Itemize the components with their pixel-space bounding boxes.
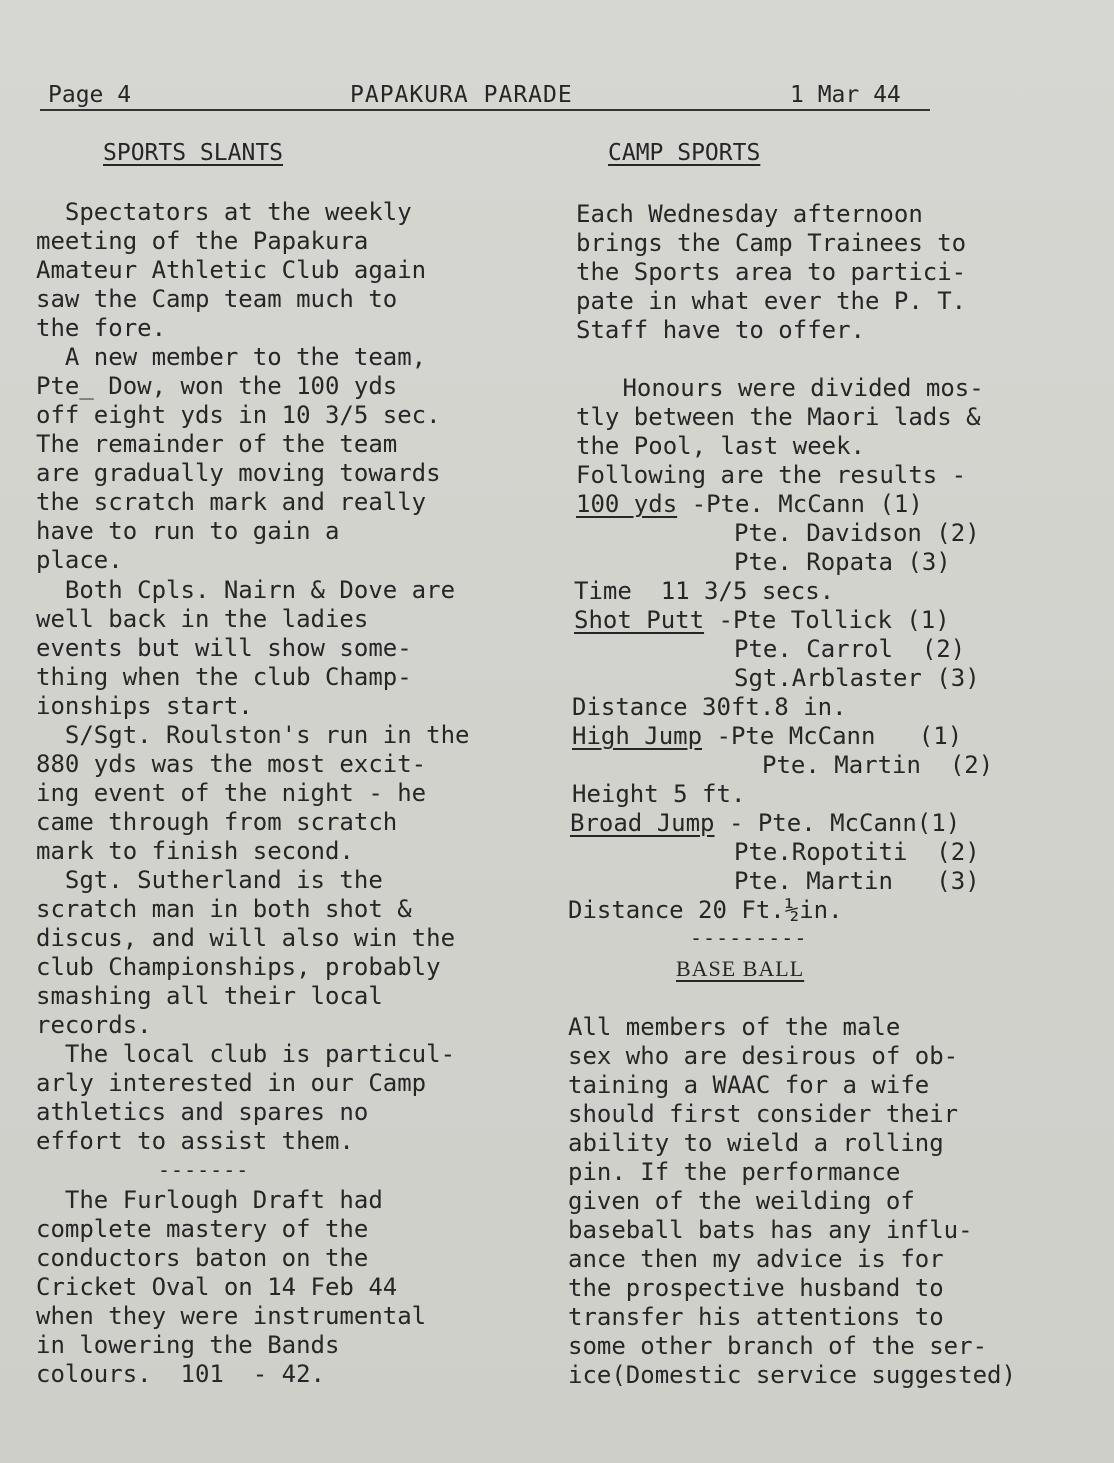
article-line: the Pool, last week.: [576, 432, 865, 460]
article-line: when they were instrumental: [36, 1302, 427, 1330]
article-line: baseball bats has any influ-: [568, 1216, 973, 1244]
event-result-row: Pte. Ropata (3): [734, 548, 951, 576]
article-line: ance then my advice is for: [568, 1245, 944, 1273]
article-line: Each Wednesday afternoon: [576, 200, 923, 228]
article-line: ionships start.: [36, 692, 253, 720]
article-line: Spectators at the weekly: [36, 198, 412, 226]
event-result-row: Pte. Martin (3): [734, 867, 980, 895]
section-separator: ---------: [690, 926, 808, 950]
section-separator: -------: [158, 1158, 250, 1182]
article-line: athletics and spares no: [36, 1098, 369, 1126]
article-line: sex who are desirous of ob-: [568, 1042, 959, 1070]
article-line: effort to assist them.: [36, 1127, 354, 1155]
article-line: conductors baton on the: [36, 1244, 369, 1272]
event-result-row: Pte. Carrol (2): [734, 635, 966, 663]
article-line: scratch man in both shot &: [36, 895, 412, 923]
camp-sports-heading: CAMP SPORTS: [608, 140, 761, 166]
article-line: Pte_ Dow, won the 100 yds: [36, 372, 398, 400]
article-line: club Championships, probably: [36, 953, 441, 981]
event-result-row: Pte. Martin (2): [762, 751, 994, 779]
header-rule: [40, 109, 930, 111]
event-result-row: Pte. Davidson (2): [734, 519, 980, 547]
article-line: discus, and will also win the: [36, 924, 456, 952]
article-line: 880 yds was the most excit-: [36, 750, 427, 778]
article-line: S/Sgt. Roulston's run in the: [36, 721, 470, 749]
newsletter-title: PAPAKURA PARADE: [350, 82, 573, 108]
article-line: are gradually moving towards: [36, 459, 441, 487]
article-line: colours. 101 - 42.: [36, 1360, 325, 1388]
article-line: off eight yds in 10 3/5 sec.: [36, 401, 441, 429]
event-result-row: Pte. McCann (1): [706, 490, 923, 518]
event-result-row: Sgt.Arblaster (3): [734, 664, 980, 692]
article-line: brings the Camp Trainees to: [576, 229, 967, 257]
article-line: the Sports area to partici-: [576, 258, 967, 286]
article-line: pate in what ever the P. T.: [576, 287, 967, 315]
article-line: saw the Camp team much to: [36, 285, 398, 313]
article-line: ice(Domestic service suggested): [568, 1361, 1016, 1389]
event-result-row: Pte Tollick (1): [732, 606, 950, 634]
article-line: came through from scratch: [36, 808, 398, 836]
article-line: place.: [36, 546, 123, 574]
event-result-row: Pte. McCann(1): [757, 809, 961, 837]
article-line: transfer his attentions to: [568, 1303, 944, 1331]
article-line: The local club is particul-: [36, 1040, 456, 1068]
article-line: pin. If the performance: [568, 1158, 901, 1186]
article-line: Following are the results -: [576, 461, 967, 489]
article-line: in lowering the Bands: [36, 1331, 340, 1359]
article-line: A new member to the team,: [36, 343, 427, 371]
article-line: the scratch mark and really: [36, 488, 427, 516]
article-line: the prospective husband to: [568, 1274, 944, 1302]
article-line: smashing all their local: [36, 982, 383, 1010]
article-line: Staff have to offer.: [576, 316, 865, 344]
article-line: events but will show some-: [36, 634, 412, 662]
page-number: Page 4: [48, 82, 132, 108]
article-line: tly between the Maori lads &: [576, 403, 981, 431]
article-line: should first consider their: [568, 1100, 959, 1128]
article-line: All members of the male: [568, 1013, 901, 1041]
sports-slants-heading: SPORTS SLANTS: [103, 140, 284, 166]
article-line: well back in the ladies: [36, 605, 369, 633]
article-line: thing when the club Champ-: [36, 663, 412, 691]
article-line: mark to finish second.: [36, 837, 354, 865]
article-line: have to run to gain a: [36, 517, 340, 545]
article-line: taining a WAAC for a wife: [568, 1071, 930, 1099]
article-line: Amateur Athletic Club again: [36, 256, 427, 284]
event-row-high-jump: High Jump -Pte McCann (1): [572, 722, 963, 750]
baseball-heading: BASE BALL: [676, 956, 805, 981]
event-time: Time 11 3/5 secs.: [574, 577, 835, 605]
article-line: given of the weilding of: [568, 1187, 915, 1215]
article-line: ing event of the night - he: [36, 779, 427, 807]
event-name: High Jump: [572, 722, 703, 750]
article-line: Both Cpls. Nairn & Dove are: [36, 576, 456, 604]
event-row-100yds: 100 yds -Pte. McCann (1): [576, 490, 923, 518]
article-line: Cricket Oval on 14 Feb 44: [36, 1273, 398, 1301]
event-row-broad-jump: Broad Jump - Pte. McCann(1): [570, 809, 961, 837]
article-line: meeting of the Papakura: [36, 227, 369, 255]
event-result-row: Pte.Ropotiti (2): [734, 838, 980, 866]
article-line: arly interested in our Camp: [36, 1069, 427, 1097]
article-line: records.: [36, 1011, 152, 1039]
issue-date: 1 Mar 44: [790, 82, 901, 108]
article-line: Honours were divided mos-: [608, 374, 984, 402]
article-line: Sgt. Sutherland is the: [36, 866, 383, 894]
event-distance: Distance 30ft.8 in.: [572, 693, 847, 721]
event-height: Height 5 ft.: [572, 780, 746, 808]
article-line: ability to wield a rolling: [568, 1129, 944, 1157]
article-line: complete mastery of the: [36, 1215, 369, 1243]
event-name: 100 yds: [576, 490, 678, 518]
article-line: the fore.: [36, 314, 167, 342]
event-distance: Distance 20 Ft.½in.: [568, 896, 843, 924]
article-line: The remainder of the team: [36, 430, 398, 458]
event-name: Broad Jump: [570, 809, 715, 837]
event-name: Shot Putt: [574, 606, 705, 634]
article-line: The Furlough Draft had: [36, 1186, 383, 1214]
article-line: some other branch of the ser-: [568, 1332, 988, 1360]
event-result-row: Pte McCann (1): [730, 722, 963, 750]
event-row-shot-putt: Shot Putt -Pte Tollick (1): [574, 606, 950, 634]
